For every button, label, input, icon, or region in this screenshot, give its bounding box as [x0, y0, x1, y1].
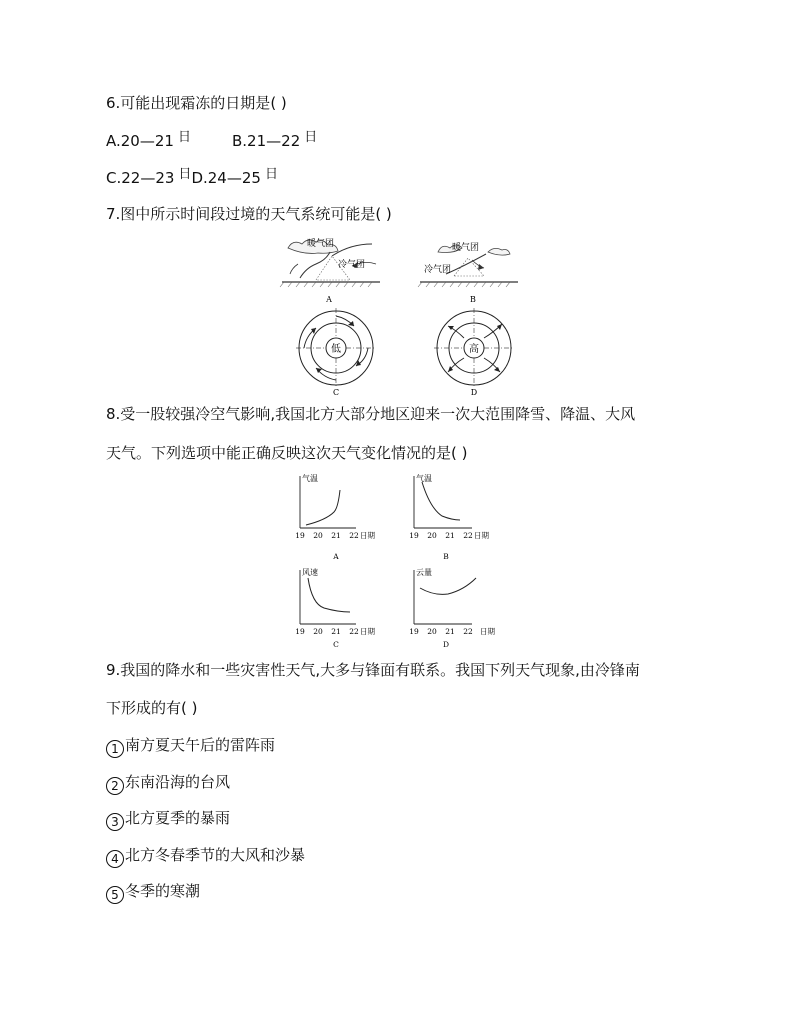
q7-figure-d-high-label: 高 — [469, 344, 479, 355]
q9-item-number: 1 — [106, 740, 124, 758]
q8-chart-c-tick: 20 — [313, 627, 323, 636]
q8-chart-b-tick: 22 — [463, 531, 473, 540]
q8-chart-d-tick: 22 — [463, 627, 473, 636]
q9-item-number: 3 — [106, 813, 124, 831]
q8-chart-c-ylabel: 风速 — [302, 568, 318, 577]
q8-chart-letter-c: C — [333, 640, 339, 649]
q7-figure-letter-d: D — [470, 388, 478, 397]
q7-stem: 7.图中所示时间段过境的天气系统可能是( ) — [106, 205, 392, 223]
q9-item-1[interactable] — [106, 735, 275, 758]
q8-chart-a-xlabel: 日期 — [360, 531, 375, 540]
q8-chart-c-tick: 21 — [331, 627, 341, 636]
q8-chart-c-tick: 22 — [349, 627, 359, 636]
q8-chart-a-curve — [306, 490, 340, 525]
q8-stem-line-2: 天气。下列选项中能正确反映这次天气变化情况的是( ) — [106, 444, 468, 462]
q9-item-4[interactable] — [106, 845, 305, 868]
q8-chart-b-tick: 19 — [409, 531, 419, 540]
q9-item-3[interactable] — [106, 808, 230, 831]
q8-chart-a-tick: 19 — [295, 531, 305, 540]
q7-figure-c-low-label: 低 — [331, 344, 341, 355]
q9-item-text: 北方夏季的暴雨 — [125, 809, 231, 827]
q9-item-number: 5 — [106, 886, 124, 904]
q9-item-2[interactable] — [106, 772, 230, 795]
q8-chart-c-curve — [308, 578, 350, 612]
q8-chart-a-tick: 22 — [349, 531, 359, 540]
q9-item-text: 南方夏天午后的雷阵雨 — [125, 736, 276, 754]
q8-stem-line-1: 8.受一股较强冷空气影响,我国北方大部分地区迎来一次大范围降雪、降温、大风 — [106, 405, 636, 423]
q9-item-text: 冬季的寒潮 — [125, 882, 201, 900]
q8-chart-d-ylabel: 云量 — [416, 568, 432, 577]
q8-chart-b-tick: 21 — [445, 531, 455, 540]
q7-weather-system-figure — [270, 230, 530, 400]
q9-item-text: 北方冬春季节的大风和沙暴 — [125, 846, 306, 864]
q9-item-5[interactable] — [106, 881, 200, 904]
q8-chart-letter-b: B — [443, 552, 449, 561]
q7-figure-letter-a: A — [326, 295, 332, 304]
q6-option-d[interactable]: D.24—25 日 — [191, 167, 278, 187]
q8-chart-a-tick: 21 — [331, 531, 341, 540]
q9-item-number: 4 — [106, 850, 124, 868]
q8-chart-b-xlabel: 日期 — [474, 531, 489, 540]
q6-stem: 6.可能出现霜冻的日期是( ) — [106, 94, 287, 112]
q7-figure-b-warm-label: 暖气团 — [452, 243, 480, 253]
q6-option-b[interactable]: B.21—22 日 — [232, 130, 318, 150]
q7-figure-letter-c: C — [332, 388, 340, 397]
q8-chart-a-ylabel: 气温 — [302, 474, 318, 483]
q8-chart-d-tick: 21 — [445, 627, 455, 636]
q8-chart-c — [295, 567, 375, 649]
q7-figure-a-cold-label: 冷气团 — [338, 260, 366, 270]
q8-chart-b-curve — [422, 482, 460, 520]
q9-item-number: 2 — [106, 777, 124, 795]
q8-chart-a — [295, 473, 375, 561]
q7-figure-a-warm-label: 暖气团 — [307, 239, 335, 249]
q8-chart-b-ylabel: 气温 — [416, 474, 432, 483]
q8-chart-c-tick: 19 — [295, 627, 305, 636]
q6-options-row-2 — [106, 168, 278, 190]
q8-chart-d-curve — [420, 578, 476, 594]
q8-chart-b — [409, 473, 489, 561]
q8-chart-c-xlabel: 日期 — [360, 627, 375, 636]
q8-chart-letter-a: A — [333, 552, 339, 561]
q9-item-text: 东南沿海的台风 — [125, 773, 231, 791]
q8-chart-a-tick: 20 — [313, 531, 323, 540]
q8-chart-letter-d: D — [442, 640, 450, 649]
q8-chart-d-xlabel: 日期 — [480, 627, 495, 636]
q9-stem-line-1: 9.我国的降水和一些灾害性天气,大多与锋面有联系。我国下列天气现象,由冷锋南 — [106, 661, 640, 679]
q8-chart-d-tick: 20 — [427, 627, 437, 636]
q8-charts-figure — [290, 470, 520, 650]
q6-options-row-1 — [106, 131, 317, 153]
q8-chart-d — [409, 567, 495, 649]
q6-option-a[interactable]: A.20—21 日 — [106, 130, 191, 150]
q8-chart-b-tick: 20 — [427, 531, 437, 540]
q8-chart-d-tick: 19 — [409, 627, 419, 636]
q9-stem-line-2: 下形成的有( ) — [106, 699, 198, 717]
q7-figure-b-cold-label: 冷气团 — [424, 265, 452, 275]
q7-figure-letter-b: B — [470, 295, 476, 304]
q6-option-c[interactable]: C.22—23 日 — [106, 167, 192, 187]
